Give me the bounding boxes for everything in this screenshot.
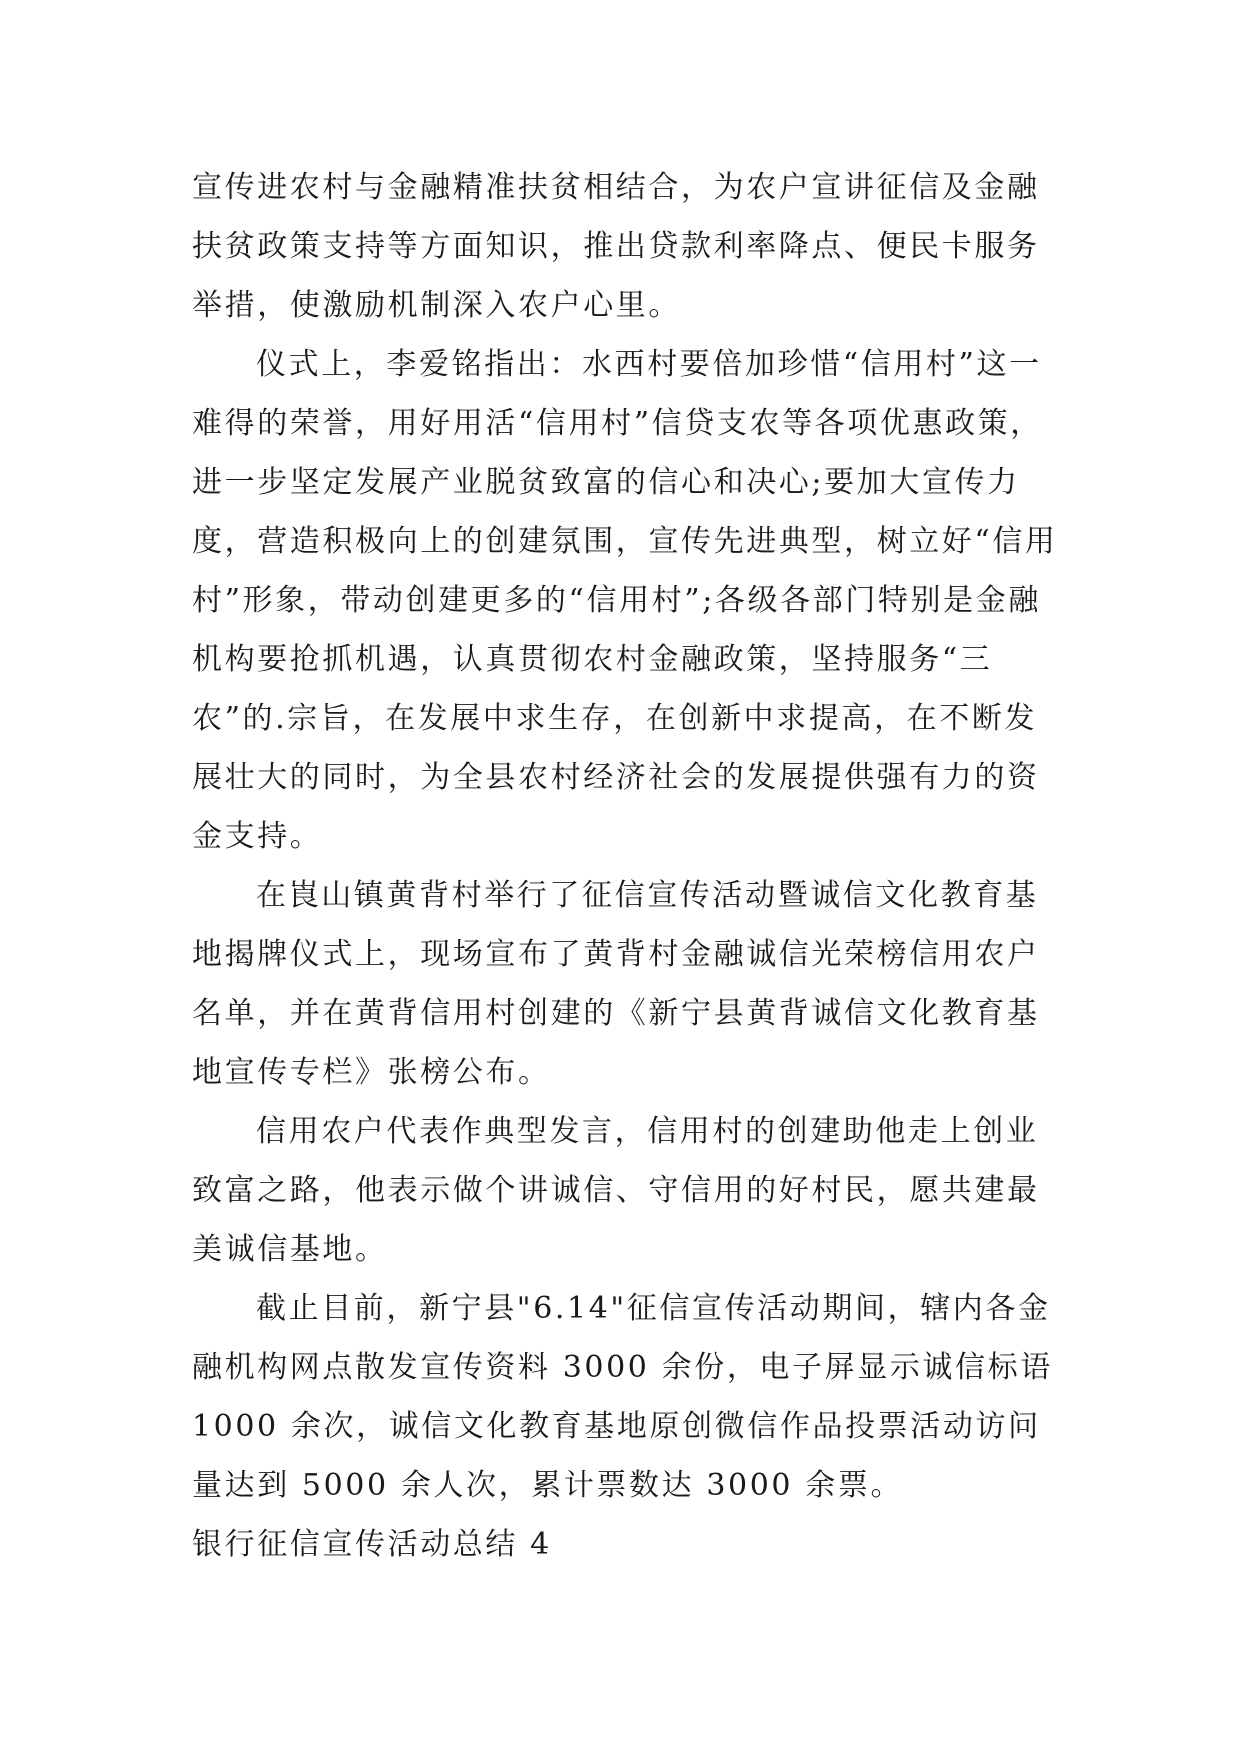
paragraph-ceremony-speech: 仪式上，李爱铭指出：水西村要倍加珍惜“信用村”这一难得的荣誉，用好用活“信用村”信贷支农等各项优惠政策，进一步坚定发展产业脱贫致富的信心和决心;要加大宣传力度，营造积极向上的创建氛围，宣传先进典型，树立好“信用村”形象，带动创建更多的“信用村”;各级各部门特别是金融机构要抢抓机遇，认真贯彻农村金融政策，坚持服务“三农”的.宗旨，在发展中求生存，在创新中求提高，在不断发展壮大的同时，为全县农村经济社会的发展提供强有力的资金支持。 [192,347,1058,854]
paragraph-farmer-representative: 信用农户代表作典型发言，信用村的创建助他走上创业致富之路，他表示做个讲诚信、守信用的好村民，愿共建最美诚信基地。 [192,1114,1040,1267]
paragraph-continuation: 宣传进农村与金融精准扶贫相结合，为农户宣讲征信及金融扶贫政策支持等方面知识，推出贷款利率降点、便民卡服务举措，使激励机制深入农户心里。 [192,170,1040,323]
section-heading: 银行征信宣传活动总结 4 [192,1527,552,1562]
document-body [192,158,1064,1574]
paragraph-statistics: 截止目前，新宁县"6.14"征信宣传活动期间，辖内各金融机构网点散发宣传资料 3000 余份，电子屏显示诚信标语 1000 余次，诚信文化教育基地原创微信作品投票活动访问量达到 5000 余人次，累计票数达 3000 余票。 [192,1291,1053,1503]
paragraph-huangbei-village: 在崀山镇黄背村举行了征信宣传活动暨诚信文化教育基地揭牌仪式上，现场宣布了黄背村金融诚信光荣榜信用农户名单，并在黄背信用村创建的《新宁县黄背诚信文化教育基地宣传专栏》张榜公布。 [192,878,1040,1090]
